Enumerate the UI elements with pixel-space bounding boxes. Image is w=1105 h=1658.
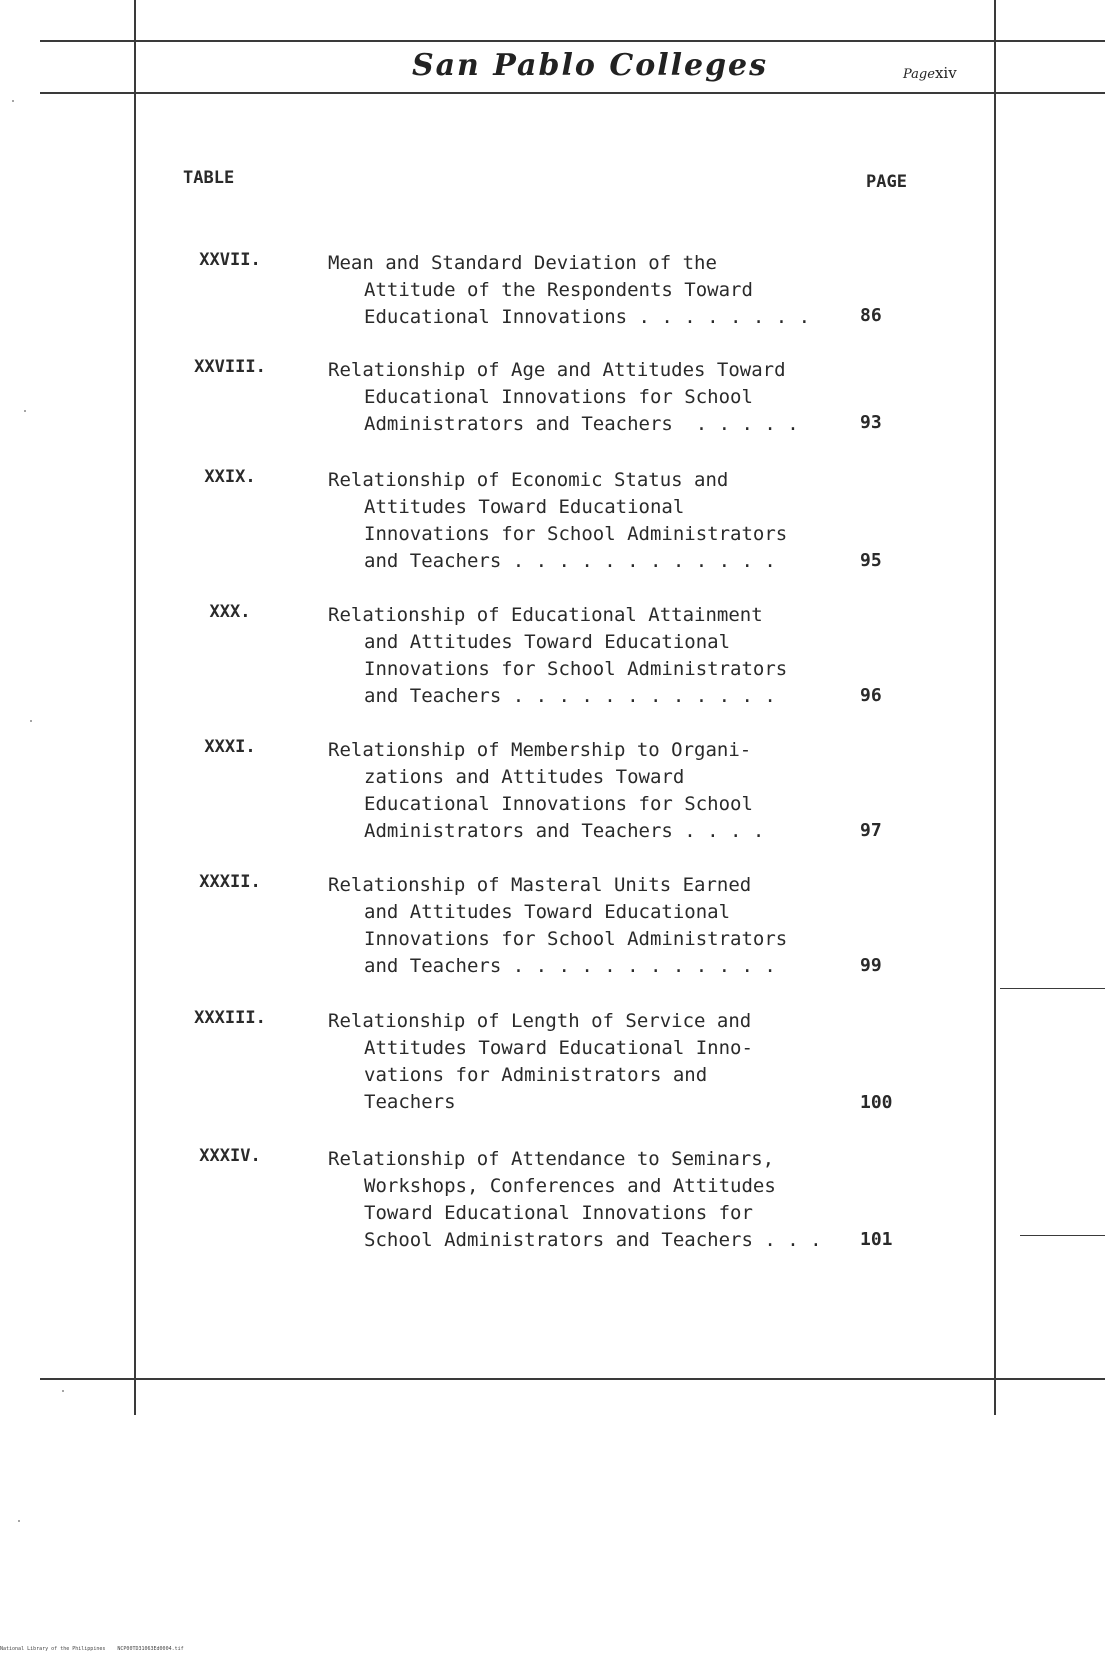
page-ref: 96 [860, 685, 882, 706]
title-line: Relationship of Masteral Units Earned [328, 874, 752, 896]
title-line: Innovations for School Administrators [364, 928, 788, 950]
title-line: Educational Innovations for School [364, 386, 753, 408]
right-margin-line [994, 0, 996, 1415]
title-line: Innovations for School Administrators [364, 523, 788, 545]
right-edge-tick-2 [1020, 1235, 1105, 1236]
page-number-label [903, 64, 957, 82]
table-title [328, 467, 828, 575]
page-ref: 100 [860, 1092, 893, 1113]
table-number: XXVII. [199, 250, 261, 270]
title-line: Mean and Standard Deviation of the [328, 252, 717, 274]
title-line: Administrators and Teachers . . . . [364, 820, 765, 842]
table-number: XXIX. [204, 467, 256, 487]
top-rule-upper [40, 40, 1105, 42]
page-ref: 93 [860, 412, 882, 433]
left-margin-line [134, 0, 136, 1415]
title-line: and Teachers . . . . . . . . . . . . [364, 685, 776, 707]
title-line: vations for Administrators and [364, 1064, 708, 1086]
table-title [328, 602, 828, 710]
title-line: zations and Attitudes Toward [364, 766, 685, 788]
title-line: Relationship of Educational Attainment [328, 604, 763, 626]
page-number: xiv [934, 64, 957, 82]
title-line: Workshops, Conferences and Attitudes [364, 1175, 776, 1197]
title-line: Relationship of Length of Service and [328, 1010, 752, 1032]
scan-speck [12, 100, 14, 102]
title-line: Toward Educational Innovations for [364, 1202, 753, 1224]
title-line: Administrators and Teachers . . . . . [364, 413, 799, 435]
table-column-heading: TABLE [183, 168, 235, 188]
table-number: XXX. [209, 602, 251, 622]
title-line: Relationship of Attendance to Seminars, [328, 1148, 775, 1170]
top-rule-lower [40, 92, 1105, 94]
scan-speck [24, 410, 26, 412]
page-ref: 86 [860, 305, 882, 326]
title-line: Teachers [364, 1091, 456, 1113]
table-title [328, 1146, 828, 1254]
page-ref: 97 [860, 820, 882, 841]
title-line: Attitudes Toward Educational Inno- [364, 1037, 753, 1059]
scan-footer-caption: National Library of the Philippines NCP00TD31063Ed0004.tif [0, 1646, 184, 1652]
scan-speck [62, 1390, 64, 1392]
title-line: and Teachers . . . . . . . . . . . . [364, 955, 776, 977]
title-line: Attitudes Toward Educational [364, 496, 685, 518]
right-edge-tick-1 [1000, 988, 1105, 989]
title-line: and Attitudes Toward Educational [364, 901, 731, 923]
title-line: Educational Innovations for School [364, 793, 753, 815]
title-line: Relationship of Membership to Organi- [328, 739, 752, 761]
table-title [328, 872, 828, 980]
college-name-heading: San Pablo Colleges [411, 48, 769, 83]
table-title [328, 357, 828, 438]
title-line: Relationship of Age and Attitudes Toward [328, 359, 786, 381]
title-line: School Administrators and Teachers . . . [364, 1229, 822, 1251]
table-number: XXXIV. [199, 1146, 261, 1166]
page-column-heading: PAGE [866, 172, 907, 192]
table-title [328, 1008, 828, 1116]
table-title [328, 737, 828, 845]
page-ref: 99 [860, 955, 882, 976]
page-ref: 101 [860, 1229, 893, 1250]
table-number: XXVIII. [194, 357, 266, 377]
title-line: and Teachers . . . . . . . . . . . . [364, 550, 776, 572]
table-number: XXXII. [199, 872, 261, 892]
title-line: Relationship of Economic Status and [328, 469, 729, 491]
title-line: Attitude of the Respondents Toward [364, 279, 753, 301]
page-word: Page [903, 67, 935, 82]
title-line: Educational Innovations . . . . . . . . [364, 306, 811, 328]
page-ref: 95 [860, 550, 882, 571]
title-line: and Attitudes Toward Educational [364, 631, 731, 653]
table-number: XXXI. [204, 737, 256, 757]
title-line: Innovations for School Administrators [364, 658, 788, 680]
table-number: XXXIII. [194, 1008, 266, 1028]
scan-speck [18, 1520, 20, 1522]
bottom-rule [40, 1378, 1105, 1380]
table-title [328, 250, 828, 331]
scan-speck [30, 720, 32, 722]
